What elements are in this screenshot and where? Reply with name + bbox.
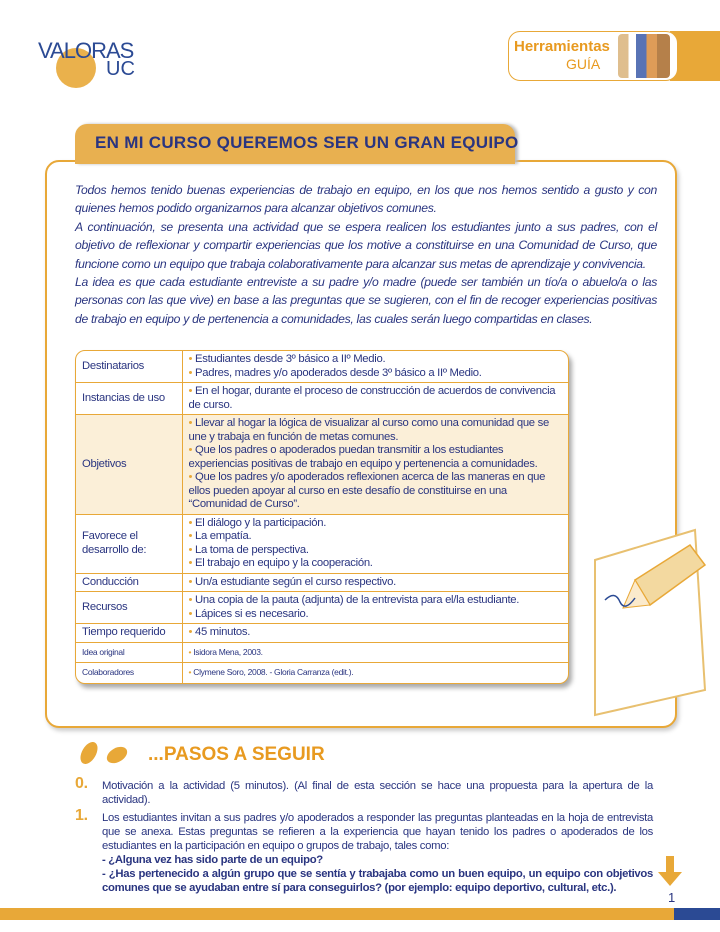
bullet-item — [189, 626, 563, 640]
bullet-icon: • — [188, 646, 194, 657]
bullet-text: En el hogar, durante el proceso de construcción de acuerdos de convivencia de curso. — [188, 385, 556, 411]
row-label: Favorece el desarrollo de: — [76, 514, 182, 573]
bullet-icon: • — [188, 594, 195, 606]
footprints-icon — [75, 737, 135, 767]
row-content — [182, 415, 568, 515]
activity-info-table — [75, 350, 569, 684]
bullet-item — [189, 444, 563, 471]
row-label: Instancias de uso — [76, 383, 182, 415]
bullet-text: Lápices si es necesario. — [195, 607, 309, 620]
bullet-icon: • — [188, 575, 195, 588]
bullet-text: La toma de perspectiva. — [195, 543, 309, 556]
bullet-icon: • — [188, 516, 195, 529]
bullet-icon: • — [188, 626, 195, 638]
row-label: Colaboradores — [76, 663, 182, 683]
row-content — [182, 351, 568, 383]
table-row — [76, 514, 568, 573]
table-row — [76, 415, 568, 515]
bullet-item — [189, 594, 563, 608]
pasos-title: ...PASOS A SEGUIR — [148, 744, 325, 765]
bullet-icon: • — [188, 366, 195, 379]
bullet-icon: • — [188, 667, 194, 677]
herramientas-guia-badge: Herramientas GUÍA — [508, 31, 720, 81]
bullet-text: Que los padres o apoderados puedan transmitir a los estudiantes experiencias positivas de trabajo en equipo y pertenencia a comunidades. — [188, 444, 538, 470]
bullet-item — [189, 608, 563, 622]
valoras-uc-logo: VALORAS UC — [38, 36, 148, 86]
table-row — [76, 351, 568, 383]
bullet-icon: • — [188, 385, 195, 397]
bullet-item — [189, 666, 563, 680]
bullet-text: El diálogo y la participación. — [195, 516, 327, 529]
bullet-icon: • — [188, 530, 195, 542]
bullet-text: 45 minutos. — [195, 626, 251, 638]
bullet-item — [189, 576, 563, 590]
bullet-icon: • — [188, 557, 195, 569]
row-content — [182, 624, 568, 643]
bullet-item — [189, 417, 563, 444]
bullet-icon: • — [188, 444, 195, 456]
bullet-icon: • — [188, 417, 195, 429]
bullet-item — [189, 367, 563, 381]
row-content — [182, 592, 568, 624]
title-tab — [75, 124, 519, 164]
row-content — [182, 663, 568, 683]
bullet-icon: • — [188, 543, 195, 556]
table-row — [76, 573, 568, 592]
bullet-icon: • — [188, 353, 195, 365]
bullet-text: Llevar al hogar la lógica de visualizar al curso como una comunidad que se une y trabaja en función de metas comunes. — [188, 417, 549, 443]
bullet-text: Isidora Mena, 2003. — [193, 646, 263, 657]
bullet-text: El trabajo en equipo y la cooperación. — [195, 557, 373, 569]
step-0: 0. Motivación a la actividad (5 minutos). (Al final de esta sección se hace una propuesta para la apertura de la actividad). — [75, 775, 653, 806]
row-content — [182, 514, 568, 573]
footer-bar — [0, 908, 674, 920]
bullet-text: Que los padres y/o apoderados reflexionen acerca de las maneras en que ellos pueden apoyar al curso en este desafío de constituirse en una “Comunidad de Curso”. — [188, 471, 546, 510]
row-content — [182, 642, 568, 663]
bullet-text: Padres, madres y/o apoderados desde 3º básico a IIº Medio. — [195, 366, 482, 379]
bullet-item — [189, 646, 563, 660]
bullet-item — [189, 517, 563, 531]
paper-pencil-icon — [575, 520, 710, 720]
bullet-item — [189, 530, 563, 544]
table-row — [76, 624, 568, 643]
bullet-text: La empatía. — [195, 530, 252, 542]
row-label: Idea original — [76, 642, 182, 663]
bullet-item — [189, 385, 563, 412]
table-row — [76, 642, 568, 663]
row-content — [182, 573, 568, 592]
table-row — [76, 663, 568, 683]
table-row — [76, 592, 568, 624]
bullet-item — [189, 471, 563, 512]
bullet-text: Un/a estudiante según el curso respectivo. — [195, 575, 396, 588]
arrow-down-icon — [658, 856, 682, 888]
intro-text: Todos hemos tenido buenas experiencias de trabajo en equipo, en los que nos hemos sentido a gusto y con quienes hemos podido organizarnos para alcanzar objetivos comunes. A continuación, se presenta una actividad que se espera realicen los estudiantes junto a sus padres, con el objetivo de reflexionar y compartir experiencias que los motive a constituirse en una Comunidad de Curso, que funcione como un equipo que trabaja colaborativamente para alcanzar sus metas de aprendizaje y convivencia. La idea es que cada estudiante entreviste a su padre y/o madre (puede ser también un tío/a o abuelo/a o las personas con las que vive) en base a las preguntas que se sugieren, con el fin de recoger experiencias positivas de trabajo en equipo y de pertenencia a comunidades, las cuales serán luego compartidas en clases. — [75, 183, 657, 326]
bullet-icon: • — [188, 607, 195, 620]
step-1: 1. Los estudiantes invitan a sus padres y/o apoderados a responder las preguntas planteadas en la hoja de entrevista que se anexa. Estas preguntas se refieren a la experiencia que hayan tenido los padres o apoderados de los estudiantes en la participación en equipo o grupos de trabajo, tales como: - ¿Alguna vez has sido parte de un equipo? - ¿Has pertenecido a algún grupo que se sentía y trabajaba como un buen equipo, un equipo con objetivos comunes que se ayudaban entre sí para conseguirlos? (por ejemplo: equipo deportivo, cultural, etc.). — [75, 807, 653, 894]
bullet-icon: • — [188, 471, 195, 483]
bullet-item — [189, 353, 563, 367]
page-number: 1 — [668, 890, 676, 905]
bullet-text: Estudiantes desde 3º básico a IIº Medio. — [195, 353, 386, 365]
row-label: Recursos — [76, 592, 182, 624]
row-label: Tiempo requerido — [76, 624, 182, 643]
row-label: Objetivos — [76, 415, 182, 515]
table-row — [76, 383, 568, 415]
bullet-text: Clymene Soro, 2008. - Gloria Carranza (edit.). — [193, 667, 354, 677]
row-label: Conducción — [76, 573, 182, 592]
bullet-item — [189, 557, 563, 571]
page-title: EN MI CURSO QUEREMOS SER UN GRAN EQUIPO — [95, 133, 519, 152]
bullet-item — [189, 544, 563, 558]
people-illustration-icon — [618, 34, 670, 78]
footer-bar-blue — [674, 908, 720, 920]
row-content — [182, 383, 568, 415]
bullet-text: Una copia de la pauta (adjunta) de la entrevista para el/la estudiante. — [195, 594, 520, 606]
row-label: Destinatarios — [76, 351, 182, 383]
